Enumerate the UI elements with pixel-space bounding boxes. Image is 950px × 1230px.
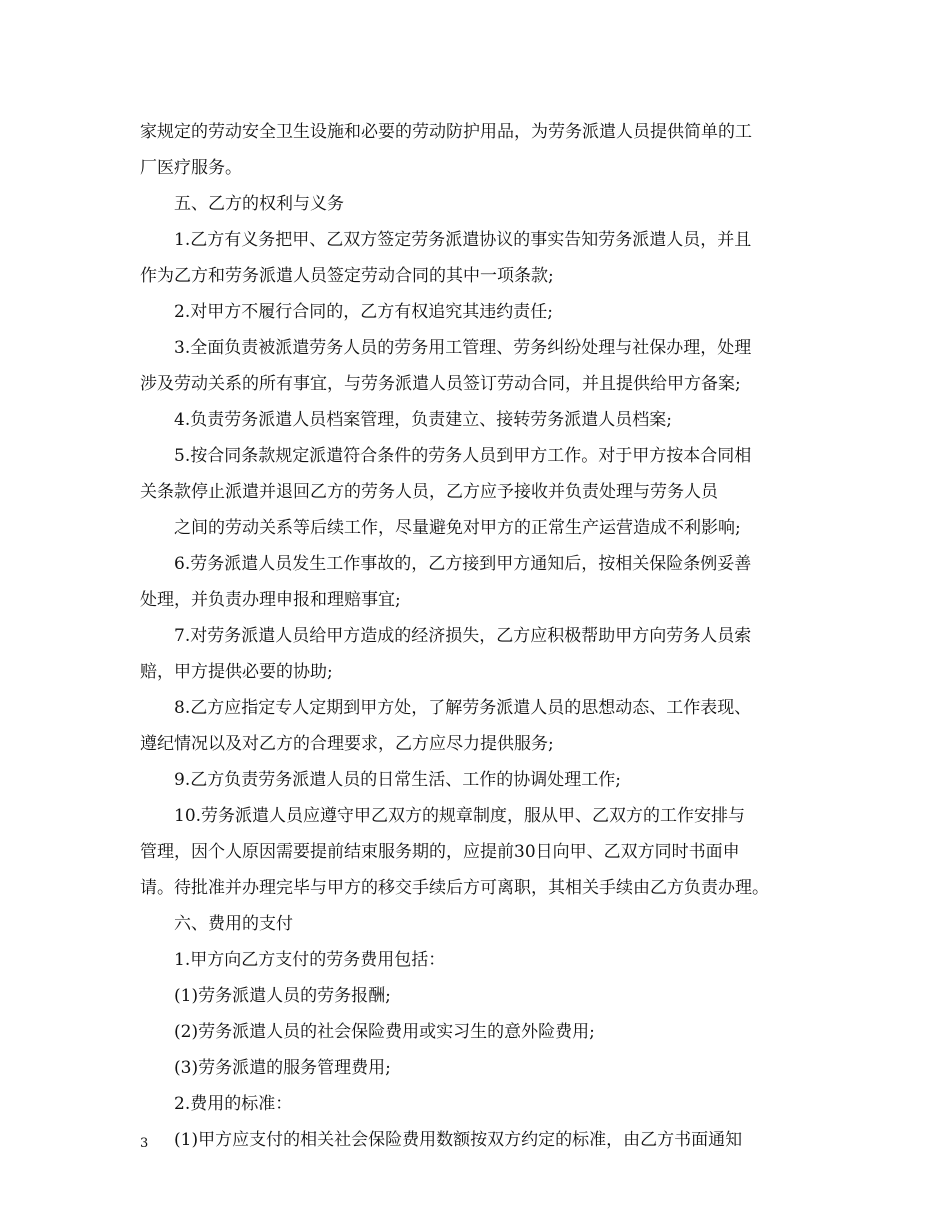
text-line: 赔，甲方提供必要的协助; bbox=[140, 662, 333, 682]
text-line: 之间的劳动关系等后续工作，尽量避免对甲方的正常生产运营造成不利影响; bbox=[174, 518, 741, 538]
text-line: 作为乙方和劳务派遣人员签定劳动合同的其中一项条款; bbox=[140, 266, 554, 286]
text-line: 1.甲方向乙方支付的劳务费用包括： bbox=[174, 950, 446, 970]
document-body bbox=[140, 114, 830, 1158]
text-line: 涉及劳动关系的所有事宜，与劳务派遣人员签订劳动合同，并且提供给甲方备案; bbox=[140, 374, 741, 394]
text-line: (1)劳务派遣人员的劳务报酬; bbox=[174, 986, 391, 1006]
text-line: 3.全面负责被派遣劳务人员的劳务用工管理、劳务纠纷处理与社保办理，处理 bbox=[174, 338, 752, 358]
text-line: 五、乙方的权利与义务 bbox=[174, 194, 344, 214]
text-line: 管理，因个人原因需要提前结束服务期的，应提前30日向甲、乙双方同时书面申 bbox=[140, 842, 740, 862]
text-line: 处理，并负责办理申报和理赔事宜; bbox=[140, 590, 401, 610]
text-line: 2.费用的标准： bbox=[174, 1094, 293, 1114]
text-line: 1.乙方有义务把甲、乙双方签定劳务派遣协议的事实告知劳务派遣人员，并且 bbox=[174, 230, 752, 250]
text-line: 8.乙方应指定专人定期到甲方处，了解劳务派遣人员的思想动态、工作表现、 bbox=[174, 698, 752, 718]
text-line: 5.按合同条款规定派遣符合条件的劳务人员到甲方工作。对于甲方按本合同相 bbox=[174, 446, 752, 466]
page-number: 3 bbox=[140, 1136, 149, 1151]
text-line: 6.劳务派遣人员发生工作事故的，乙方接到甲方通知后，按相关保险条例妥善 bbox=[174, 554, 752, 574]
text-line: (3)劳务派遣的服务管理费用; bbox=[174, 1058, 391, 1078]
text-line: 遵纪情况以及对乙方的合理要求，乙方应尽力提供服务; bbox=[140, 734, 554, 754]
text-line: 4.负责劳务派遣人员档案管理，负责建立、接转劳务派遣人员档案; bbox=[174, 410, 672, 430]
text-line: (1)甲方应支付的相关社会保险费用数额按双方约定的标准，由乙方书面通知 bbox=[174, 1130, 743, 1150]
text-line: 7.对劳务派遣人员给甲方造成的经济损失，乙方应积极帮助甲方向劳务人员索 bbox=[174, 626, 752, 646]
text-line: 2.对甲方不履行合同的，乙方有权追究其违约责任; bbox=[174, 302, 553, 322]
text-line: (2)劳务派遣人员的社会保险费用或实习生的意外险费用; bbox=[174, 1022, 595, 1042]
text-line: 厂医疗服务。 bbox=[140, 158, 242, 178]
text-line: 六、费用的支付 bbox=[174, 914, 293, 934]
text-line: 关条款停止派遣并退回乙方的劳务人员，乙方应予接收并负责处理与劳务人员 bbox=[140, 482, 718, 502]
text-line: 10.劳务派遣人员应遵守甲乙双方的规章制度，服从甲、乙双方的工作安排与 bbox=[174, 806, 746, 826]
text-line: 请。待批准并办理完毕与甲方的移交手续后方可离职，其相关手续由乙方负责办理。 bbox=[140, 878, 769, 898]
text-line: 家规定的劳动安全卫生设施和必要的劳动防护用品，为劳务派遣人员提供简单的工 bbox=[140, 122, 752, 142]
text-line: 9.乙方负责劳务派遣人员的日常生活、工作的协调处理工作; bbox=[174, 770, 621, 790]
